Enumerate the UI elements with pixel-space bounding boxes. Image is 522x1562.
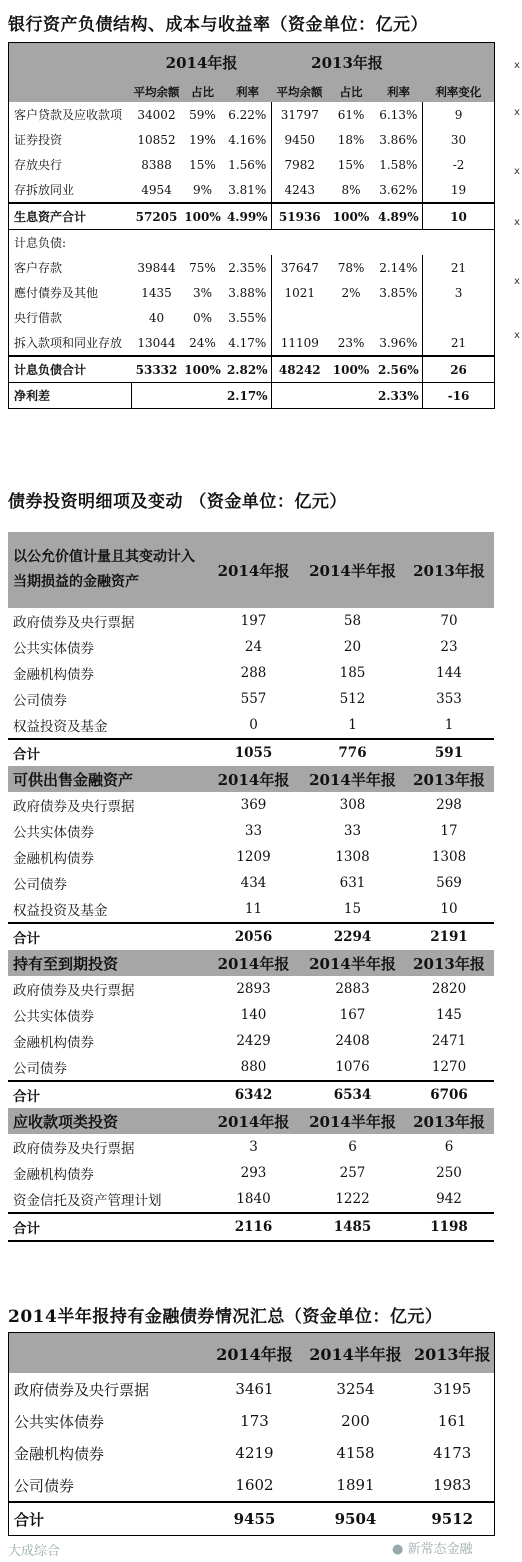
value-cell: 34002 [137, 107, 176, 122]
column-header: 2013年报 [404, 766, 494, 792]
value-cell: 1308 [431, 849, 467, 865]
value-cell: 3 [454, 285, 463, 300]
table-row [8, 634, 494, 660]
total-cell: 1055 [206, 739, 301, 766]
table-row [9, 1437, 495, 1469]
wechat-icon: ● [392, 1542, 404, 1557]
data-row [9, 102, 495, 127]
value-cell: 1270 [431, 1059, 467, 1075]
value-cell: 2% [341, 285, 361, 300]
balance-sheet-yield-table [8, 42, 495, 409]
data-row [9, 152, 495, 177]
value-cell: 2.82% [224, 356, 272, 383]
value-cell: 1602 [235, 1476, 274, 1494]
column-header: 2013年报 [404, 1108, 494, 1134]
row-label: 金融机构债券 [13, 1035, 94, 1051]
value-cell: 78% [337, 260, 365, 275]
table-row [8, 608, 494, 634]
value-cell: 3.88% [224, 280, 272, 305]
spread-change: -16 [447, 388, 470, 403]
financial-bond-summary-table [8, 1332, 495, 1536]
edge-mark: x [514, 60, 520, 71]
table-row [8, 1160, 494, 1186]
value-cell: 4954 [141, 182, 172, 197]
value-cell: 434 [240, 875, 267, 891]
value-cell: 8% [341, 182, 361, 197]
value-cell: 257 [339, 1165, 366, 1181]
column-header: 2014年报 [206, 950, 301, 976]
data-row [9, 330, 495, 356]
subheader-cell: 平均余额 [272, 81, 328, 102]
row-label: 客户贷款及应收款项 [14, 108, 123, 122]
value-cell: 17 [440, 823, 458, 839]
data-row [9, 280, 495, 305]
column-header: 2013年报 [411, 1333, 495, 1374]
section-title: 应收款项类投资 [8, 1108, 206, 1134]
section-header [8, 766, 494, 792]
row-label: 公司债券 [14, 1476, 75, 1495]
value-cell: 19% [189, 132, 216, 147]
table-row [8, 1002, 494, 1028]
value-cell: 4219 [235, 1444, 274, 1462]
value-cell [423, 305, 495, 330]
data-row [9, 305, 495, 330]
value-cell: 39844 [137, 260, 176, 275]
value-cell: 1 [348, 717, 357, 733]
value-cell: 1435 [141, 285, 172, 300]
table-row [8, 1186, 494, 1213]
value-cell: 3.81% [224, 177, 272, 203]
table-row [9, 1405, 495, 1437]
row-label: 权益投资及基金 [13, 719, 108, 735]
table3-total-row [9, 1502, 495, 1536]
value-cell: 4158 [336, 1444, 375, 1462]
row-label: 政府债券及央行票据 [13, 983, 135, 999]
value-cell: 2.56% [375, 356, 423, 383]
assets-rows [9, 102, 495, 203]
row-label: 應付債券及其他 [14, 286, 99, 300]
subheader-cell: 利率 [224, 81, 272, 102]
value-cell: 51936 [278, 209, 321, 224]
value-cell: 557 [240, 691, 267, 707]
row-label: 公共实体债券 [13, 641, 94, 657]
row-label: 公司债券 [13, 1061, 67, 1077]
section-header [8, 532, 494, 608]
table1-title: 银行资产负债结构、成本与收益率（资金单位：亿元） [8, 15, 428, 35]
value-cell: 1891 [336, 1476, 375, 1494]
value-cell: 3.55% [224, 305, 272, 330]
row-label: 政府债券及央行票据 [14, 1380, 150, 1399]
value-cell: 13044 [137, 335, 176, 350]
value-cell: 3461 [235, 1380, 274, 1398]
liabilities-total-row [9, 356, 495, 383]
value-cell: 1222 [335, 1191, 370, 1207]
watermark-right [392, 1538, 473, 1557]
value-cell: 21 [450, 260, 467, 275]
value-cell: 33 [244, 823, 263, 839]
value-cell [375, 305, 423, 330]
table1-year-header [9, 43, 495, 82]
table3-header [9, 1333, 495, 1374]
edge-mark: x [514, 330, 520, 341]
row-label: 证券投资 [14, 133, 63, 147]
value-cell: 6 [444, 1139, 454, 1155]
value-cell: 0% [192, 310, 213, 325]
value-cell: 15 [343, 901, 362, 917]
value-cell: 3.86% [375, 127, 423, 152]
value-cell: 942 [436, 1191, 462, 1207]
total-cell: 6706 [404, 1081, 494, 1108]
value-cell: 197 [240, 613, 267, 629]
value-cell: 11 [244, 901, 263, 917]
row-label: 金融机构债券 [13, 1167, 94, 1183]
total-cell: 2294 [301, 923, 404, 950]
bond-investment-sections [8, 532, 494, 1241]
total-cell: 1198 [404, 1213, 494, 1241]
value-cell: 23 [440, 639, 458, 655]
value-cell: 4.99% [224, 203, 272, 230]
section-title: 以公允价值计量且其变动计入当期损益的金融资产 [8, 532, 206, 608]
total-cell: 6534 [301, 1081, 404, 1108]
column-header: 2014半年报 [301, 950, 404, 976]
subheader-cell: 占比 [182, 81, 224, 102]
total-cell: 6342 [206, 1081, 301, 1108]
value-cell: 9 [454, 107, 463, 122]
total-cell: 2056 [206, 923, 301, 950]
table2-title: 债券投资明细项及变动 （资金单位：亿元） [8, 492, 347, 512]
total-cell: 591 [404, 739, 494, 766]
value-cell: 9% [192, 182, 213, 197]
value-cell: 144 [436, 665, 462, 681]
value-cell: 2893 [236, 981, 271, 997]
section-title: 持有至到期投资 [8, 950, 206, 976]
value-cell: 10 [450, 209, 467, 224]
value-cell: -2 [452, 157, 465, 172]
value-cell: 288 [240, 665, 267, 681]
value-cell: 3% [192, 285, 213, 300]
total-cell: 776 [301, 739, 404, 766]
data-row [9, 127, 495, 152]
value-cell: 1021 [284, 285, 316, 300]
value-cell: 10 [440, 901, 458, 917]
data-row [9, 177, 495, 203]
row-label: 金融机构债券 [14, 1444, 105, 1463]
subheader-cell: 占比 [328, 81, 375, 102]
spread-label: 净利差 [9, 383, 132, 409]
bond-investment-detail-table [8, 532, 494, 1242]
column-header: 2014年报 [206, 532, 301, 608]
value-cell: 40 [148, 310, 165, 325]
value-cell: 173 [240, 1412, 269, 1430]
row-label: 生息资产合计 [14, 210, 87, 224]
total-row [9, 356, 495, 383]
row-label: 存拆放同业 [14, 183, 75, 197]
table-row [8, 896, 494, 923]
value-cell: 145 [436, 1007, 462, 1023]
row-label: 公共实体债券 [13, 825, 94, 841]
value-cell: 1840 [236, 1191, 271, 1207]
subheader-cell: 利率 [375, 81, 423, 102]
value-cell: 880 [240, 1059, 267, 1075]
row-label: 拆入款项和同业存放 [14, 336, 123, 350]
value-cell: 140 [240, 1007, 267, 1023]
value-cell: 8388 [141, 157, 172, 172]
value-cell: 161 [437, 1412, 467, 1430]
value-cell: 2.14% [375, 255, 423, 280]
table-row [8, 818, 494, 844]
value-cell: 4.89% [375, 203, 423, 230]
column-header: 2014半年报 [301, 1108, 404, 1134]
column-header: 2014年报 [206, 1108, 301, 1134]
value-cell: 10852 [137, 132, 176, 147]
section-total-row [8, 1213, 494, 1241]
value-cell: 18% [337, 132, 365, 147]
edge-mark: x [514, 166, 520, 177]
value-cell: 48242 [278, 362, 321, 377]
column-header: 2013年报 [404, 532, 494, 608]
value-cell: 11109 [280, 335, 319, 350]
value-cell: 2429 [236, 1033, 271, 1049]
total-label: 合计 [8, 739, 206, 766]
year-2014-header: 2014年报 [132, 43, 272, 82]
value-cell: 185 [339, 665, 366, 681]
column-header: 2014半年报 [301, 1333, 411, 1374]
value-cell: 3.96% [375, 330, 423, 356]
value-cell: 26 [450, 362, 467, 377]
row-label: 金融机构债券 [13, 851, 94, 867]
value-cell: 2820 [431, 981, 467, 997]
value-cell: 2.35% [224, 255, 272, 280]
total-cell: 2191 [404, 923, 494, 950]
row-label: 公司债券 [13, 693, 67, 709]
value-cell: 3195 [433, 1380, 472, 1398]
value-cell [328, 305, 375, 330]
spread-2014: 2.17% [224, 383, 272, 409]
table-row [8, 1054, 494, 1081]
total-cell: 9512 [411, 1502, 495, 1536]
value-cell: 19 [450, 182, 467, 197]
value-cell: 353 [436, 691, 462, 707]
value-cell: 100% [184, 362, 221, 377]
value-cell: 9450 [284, 132, 316, 147]
row-label: 资金信托及资产管理计划 [13, 1193, 162, 1209]
value-cell: 369 [240, 797, 267, 813]
value-cell: 2408 [335, 1033, 370, 1049]
row-label: 存放央行 [14, 158, 63, 172]
net-interest-spread-row [9, 383, 495, 409]
value-cell: 61% [337, 107, 365, 122]
year-2013-header: 2013年报 [272, 43, 423, 82]
table3-title: 2014半年报持有金融债券情况汇总（资金单位：亿元） [8, 1307, 443, 1327]
value-cell: 308 [339, 797, 366, 813]
row-label: 金融机构债券 [13, 667, 94, 683]
table-row [8, 792, 494, 818]
section-header [8, 950, 494, 976]
value-cell [272, 305, 328, 330]
value-cell: 0 [249, 717, 258, 733]
assets-total-row [9, 203, 495, 230]
column-header: 2014年报 [209, 1333, 301, 1374]
liabilities-section-header [9, 230, 495, 256]
table3-rows [9, 1373, 495, 1502]
total-label: 合计 [8, 1213, 206, 1241]
total-cell: 2116 [206, 1213, 301, 1241]
table-row [8, 1134, 494, 1160]
section-title: 可供出售金融资产 [8, 766, 206, 792]
column-header: 2013年报 [404, 950, 494, 976]
value-cell: 631 [339, 875, 366, 891]
value-cell: 21 [450, 335, 467, 350]
value-cell: 512 [339, 691, 366, 707]
table-row [8, 1028, 494, 1054]
value-cell: 7982 [284, 157, 316, 172]
row-label: 政府债券及央行票据 [13, 1141, 135, 1157]
value-cell: 1308 [335, 849, 370, 865]
value-cell: 1.58% [375, 152, 423, 177]
section-header [8, 1108, 494, 1134]
value-cell: 23% [337, 335, 365, 350]
value-cell: 20 [343, 639, 362, 655]
value-cell: 4.16% [224, 127, 272, 152]
value-cell: 6 [348, 1139, 357, 1155]
value-cell: 53332 [135, 362, 178, 377]
value-cell: 100% [184, 209, 221, 224]
row-label: 公司债券 [13, 877, 67, 893]
value-cell: 3 [249, 1139, 258, 1155]
value-cell: 58 [343, 613, 362, 629]
value-cell: 30 [450, 132, 467, 147]
value-cell: 100% [332, 362, 370, 377]
edge-mark: x [514, 217, 520, 228]
value-cell: 24% [189, 335, 216, 350]
table-row [8, 976, 494, 1002]
table-row [8, 870, 494, 896]
row-label: 公共实体债券 [13, 1009, 94, 1025]
total-label: 合计 [9, 1502, 209, 1536]
value-cell: 6.22% [224, 102, 272, 127]
value-cell: 37647 [280, 260, 319, 275]
value-cell: 293 [240, 1165, 267, 1181]
data-row [9, 255, 495, 280]
row-label: 政府债券及央行票据 [13, 615, 135, 631]
value-cell: 1076 [335, 1059, 370, 1075]
value-cell: 569 [436, 875, 462, 891]
table-row [8, 660, 494, 686]
watermark-left: 大成综合 [8, 1544, 61, 1559]
value-cell: 250 [436, 1165, 462, 1181]
watermark-right-text: 新常态金融 [407, 1542, 473, 1557]
value-cell: 1.56% [224, 152, 272, 177]
value-cell: 4.17% [224, 330, 272, 356]
value-cell: 70 [440, 613, 458, 629]
value-cell: 4243 [284, 182, 316, 197]
value-cell: 15% [337, 157, 365, 172]
edge-mark: x [514, 107, 520, 118]
value-cell: 1209 [236, 849, 271, 865]
value-cell: 298 [436, 797, 462, 813]
total-label: 合计 [8, 923, 206, 950]
row-label: 公共实体债券 [14, 1412, 105, 1431]
subheader-cell: 利率变化 [423, 81, 495, 102]
value-cell: 15% [189, 157, 216, 172]
value-cell: 4173 [433, 1444, 472, 1462]
value-cell: 33 [343, 823, 362, 839]
value-cell: 1983 [433, 1476, 472, 1494]
total-row [9, 203, 495, 230]
value-cell: 3254 [336, 1380, 375, 1398]
table-row [8, 686, 494, 712]
table1-subheader [9, 81, 495, 102]
total-cell: 9455 [209, 1502, 301, 1536]
edge-mark: x [514, 276, 520, 287]
row-label: 计息负债合计 [14, 363, 87, 377]
value-cell: 2883 [335, 981, 370, 997]
table-row [9, 1469, 495, 1502]
value-cell: 59% [189, 107, 216, 122]
value-cell: 57205 [135, 209, 178, 224]
section-total-row [8, 923, 494, 950]
row-label: 权益投资及基金 [13, 903, 108, 919]
table-row [8, 844, 494, 870]
column-header: 2014半年报 [301, 766, 404, 792]
value-cell: 2471 [431, 1033, 467, 1049]
column-header: 2014半年报 [301, 532, 404, 608]
value-cell: 167 [339, 1007, 366, 1023]
liabilities-header-label: 计息负债: [14, 236, 67, 250]
value-cell: 200 [341, 1412, 370, 1430]
spread-2013: 2.33% [375, 383, 423, 409]
row-label: 政府债券及央行票据 [13, 799, 135, 815]
row-label: 央行借款 [14, 311, 63, 325]
section-total-row [8, 1081, 494, 1108]
value-cell: 24 [244, 639, 263, 655]
value-cell: 75% [189, 260, 216, 275]
subheader-cell: 平均余额 [132, 81, 182, 102]
table-row [8, 712, 494, 739]
total-label: 合计 [8, 1081, 206, 1108]
value-cell: 1 [444, 717, 454, 733]
section-total-row [8, 739, 494, 766]
value-cell: 100% [332, 209, 370, 224]
total-cell: 1485 [301, 1213, 404, 1241]
row-label: 客户存款 [14, 261, 63, 275]
liabilities-rows [9, 255, 495, 356]
value-cell: 3.85% [375, 280, 423, 305]
value-cell: 6.13% [375, 102, 423, 127]
value-cell: 31797 [280, 107, 319, 122]
total-cell: 9504 [301, 1502, 411, 1536]
value-cell: 3.62% [375, 177, 423, 203]
column-header: 2014年报 [206, 766, 301, 792]
table-row [9, 1373, 495, 1405]
